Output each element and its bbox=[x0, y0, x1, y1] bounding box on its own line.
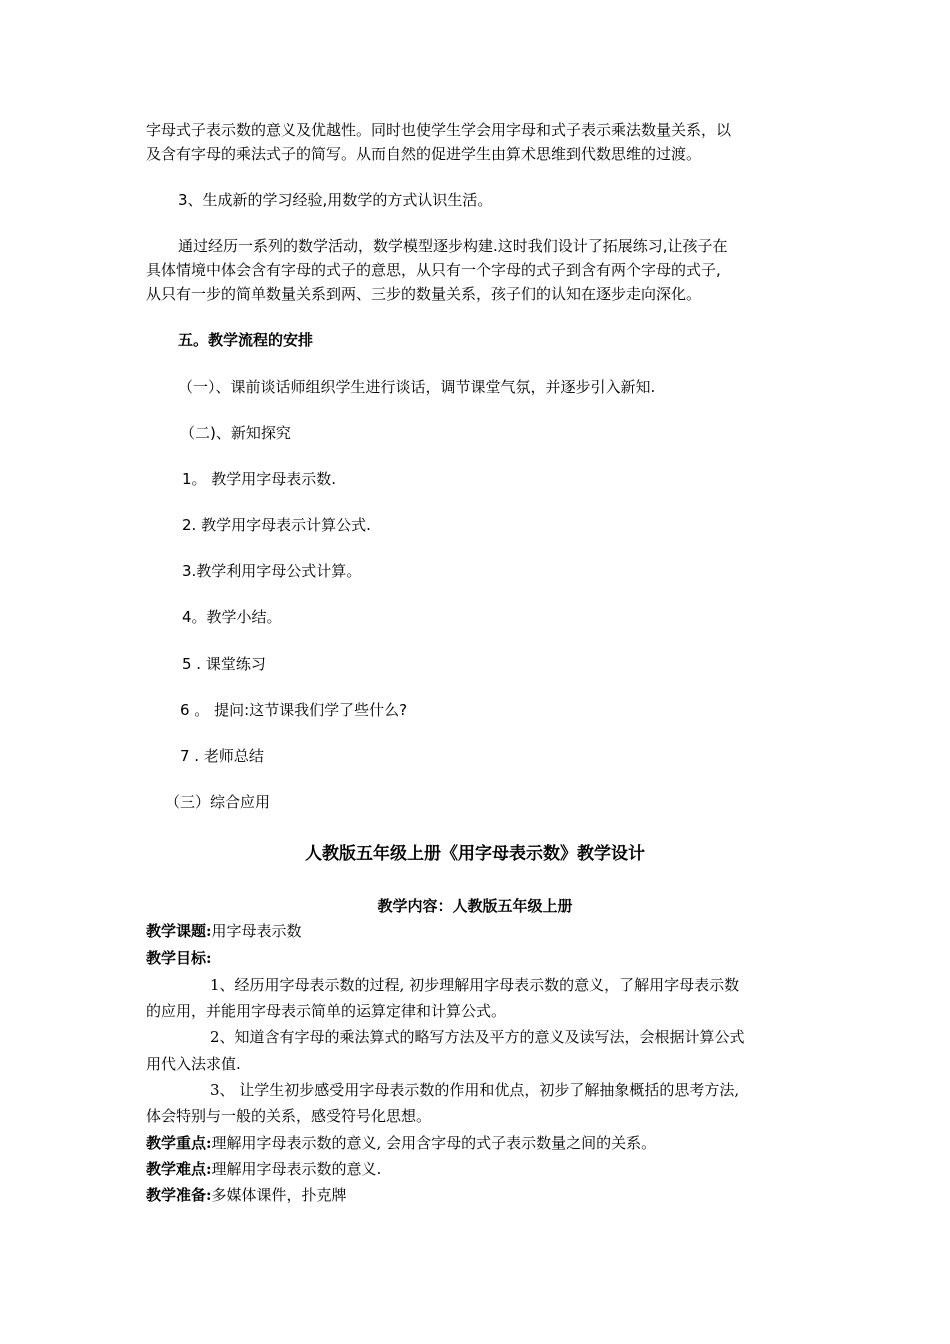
flow-step: 7 . 老师总结 bbox=[180, 747, 264, 765]
difficulty-label: 教学难点: bbox=[146, 1160, 212, 1178]
preparation-value: 多媒体课件，扑克牌 bbox=[211, 1186, 347, 1204]
goal-line: 用代入法求值. bbox=[146, 1055, 241, 1073]
paragraph-line: 通过经历一系列的数学活动，数学模型逐步构建.这时我们设计了拓展练习,让孩子在 bbox=[178, 237, 728, 255]
paragraph-line: 具体情境中体会含有字母的式子的意思，从只有一个字母的式子到含有两个字母的式子, bbox=[146, 261, 721, 279]
goal-line: 3、 让学生初步感受用字母表示数的作用和优点，初步了解抽象概括的思考方法, bbox=[210, 1081, 740, 1099]
goal-line: 1、经历用字母表示数的过程, 初步理解用字母表示数的意义，了解用字母表示数 bbox=[210, 976, 740, 994]
topic-row bbox=[146, 921, 302, 941]
flow-item: （三）综合应用 bbox=[165, 793, 271, 811]
key-point-row bbox=[146, 1133, 656, 1153]
document-title: 人教版五年级上册《用字母表示数》教学设计 bbox=[305, 844, 645, 864]
flow-step: 4。教学小结。 bbox=[182, 608, 282, 626]
goal-line: 的应用，并能用字母表示简单的运算定律和计算公式。 bbox=[146, 1002, 507, 1020]
goal-line: 体会特别与一般的关系，感受符号化思想。 bbox=[146, 1107, 432, 1125]
goals-label: 教学目标: bbox=[146, 949, 212, 967]
key-point-label: 教学重点: bbox=[146, 1134, 212, 1152]
goal-line: 2、知道含有字母的乘法算式的略写方法及平方的意义及读写法，会根据计算公式 bbox=[210, 1028, 745, 1046]
section-heading: 五。教学流程的安排 bbox=[178, 331, 314, 349]
topic-value: 用字母表示数 bbox=[211, 922, 302, 940]
paragraph-line: 3、生成新的学习经验,用数学的方式认识生活。 bbox=[178, 191, 493, 209]
topic-label: 教学课题: bbox=[146, 922, 212, 940]
paragraph-line: 及含有字母的乘法式子的简写。从而自然的促进学生由算术思维到代数思维的过渡。 bbox=[146, 145, 702, 163]
flow-step: 2. 教学用字母表示计算公式. bbox=[182, 516, 371, 534]
flow-item: （二)、新知探究 bbox=[180, 424, 291, 442]
preparation-row bbox=[146, 1185, 347, 1205]
flow-step: 1。 教学用字母表示数. bbox=[182, 470, 337, 488]
key-point-value: 理解用字母表示数的意义, 会用含字母的式子表示数量之间的关系。 bbox=[211, 1134, 657, 1152]
difficulty-row bbox=[146, 1159, 381, 1179]
preparation-label: 教学准备: bbox=[146, 1186, 212, 1204]
flow-step: 5 . 课堂练习 bbox=[182, 655, 266, 673]
difficulty-value: 理解用字母表示数的意义. bbox=[211, 1160, 382, 1178]
flow-item: （一）、课前谈话师组织学生进行谈话，调节课堂气氛，并逐步引入新知. bbox=[178, 378, 656, 396]
flow-step: 3.教学利用字母公式计算。 bbox=[182, 562, 362, 580]
document-subtitle: 教学内容：人教版五年级上册 bbox=[377, 897, 573, 915]
flow-step: 6 。 提问:这节课我们学了些什么? bbox=[180, 701, 408, 719]
paragraph-line: 字母式子表示数的意义及优越性。同时也使学生学会用字母和式子表示乘法数量关系，以 bbox=[146, 121, 732, 139]
paragraph-line: 从只有一步的简单数量关系到两、三步的数量关系，孩子们的认知在逐步走向深化。 bbox=[146, 285, 702, 303]
